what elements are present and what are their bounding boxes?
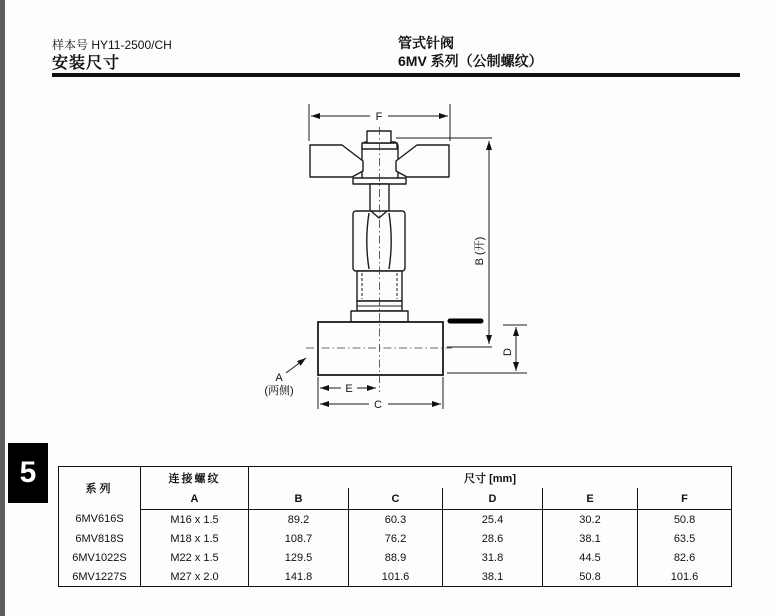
section-tab: 5 xyxy=(8,443,48,503)
col-header-d: D xyxy=(443,488,543,510)
table-cell-d: 28.6 xyxy=(443,529,543,548)
table-cell-a: M16 x 1.5 xyxy=(141,510,249,530)
table-cell-e: 44.5 xyxy=(543,548,638,567)
dim-label-f: F xyxy=(375,111,383,123)
table-row xyxy=(59,529,732,548)
table-cell-f: 101.6 xyxy=(638,567,732,587)
table-cell-series: 6MV1227S xyxy=(59,567,141,587)
product-title xyxy=(398,34,543,70)
table-cell-b: 129.5 xyxy=(249,548,349,567)
table-cell-e: 30.2 xyxy=(543,510,638,530)
dimensions-table xyxy=(58,466,732,587)
table-cell-f: 50.8 xyxy=(638,510,732,530)
col-header-thread: 连接螺纹 xyxy=(141,467,249,489)
catalog-number: 样本号 HY11-2500/CH xyxy=(52,38,172,52)
table-row xyxy=(59,567,732,587)
header-rule xyxy=(52,73,740,77)
dim-label-b: B (开) xyxy=(474,236,486,266)
table-cell-a: M22 x 1.5 xyxy=(141,548,249,567)
table-cell-a: M27 x 2.0 xyxy=(141,567,249,587)
dim-label-c: C xyxy=(374,399,382,411)
table-cell-b: 141.8 xyxy=(249,567,349,587)
col-header-c: C xyxy=(349,488,443,510)
table-cell-e: 50.8 xyxy=(543,567,638,587)
table-cell-f: 82.6 xyxy=(638,548,732,567)
table-cell-d: 31.8 xyxy=(443,548,543,567)
table-cell-series: 6MV616S xyxy=(59,510,141,530)
page-title: 安装尺寸 xyxy=(52,55,121,72)
table-cell-d: 25.4 xyxy=(443,510,543,530)
dim-label-d: D xyxy=(502,348,514,356)
table-header-row-2 xyxy=(59,488,732,510)
dim-label-a-note: (两侧) xyxy=(264,385,294,397)
table-cell-series: 6MV1022S xyxy=(59,548,141,567)
col-header-f: F xyxy=(638,488,732,510)
table-cell-b: 89.2 xyxy=(249,510,349,530)
valve-drawing xyxy=(250,92,540,432)
table-cell-f: 63.5 xyxy=(638,529,732,548)
col-header-e: E xyxy=(543,488,638,510)
page-edge-strip xyxy=(0,0,5,616)
table-cell-d: 38.1 xyxy=(443,567,543,587)
table-cell-c: 76.2 xyxy=(349,529,443,548)
table-cell-c: 60.3 xyxy=(349,510,443,530)
table-cell-a: M18 x 1.5 xyxy=(141,529,249,548)
col-header-b: B xyxy=(249,488,349,510)
product-title-line1: 管式针阀 xyxy=(398,35,454,51)
table-cell-e: 38.1 xyxy=(543,529,638,548)
product-title-line2: 6MV 系列（公制螺纹） xyxy=(398,53,543,69)
table-cell-b: 108.7 xyxy=(249,529,349,548)
dim-label-a: A xyxy=(275,372,283,384)
table-cell-c: 88.9 xyxy=(349,548,443,567)
table-cell-series: 6MV818S xyxy=(59,529,141,548)
table-row xyxy=(59,510,732,530)
col-header-dims: 尺寸 [mm] xyxy=(249,467,732,489)
col-header-series: 系列 xyxy=(59,467,141,510)
table-row xyxy=(59,548,732,567)
col-header-a: A xyxy=(141,488,249,510)
table-cell-c: 101.6 xyxy=(349,567,443,587)
dim-label-e: E xyxy=(345,383,353,395)
table-header-row-1 xyxy=(59,467,732,489)
